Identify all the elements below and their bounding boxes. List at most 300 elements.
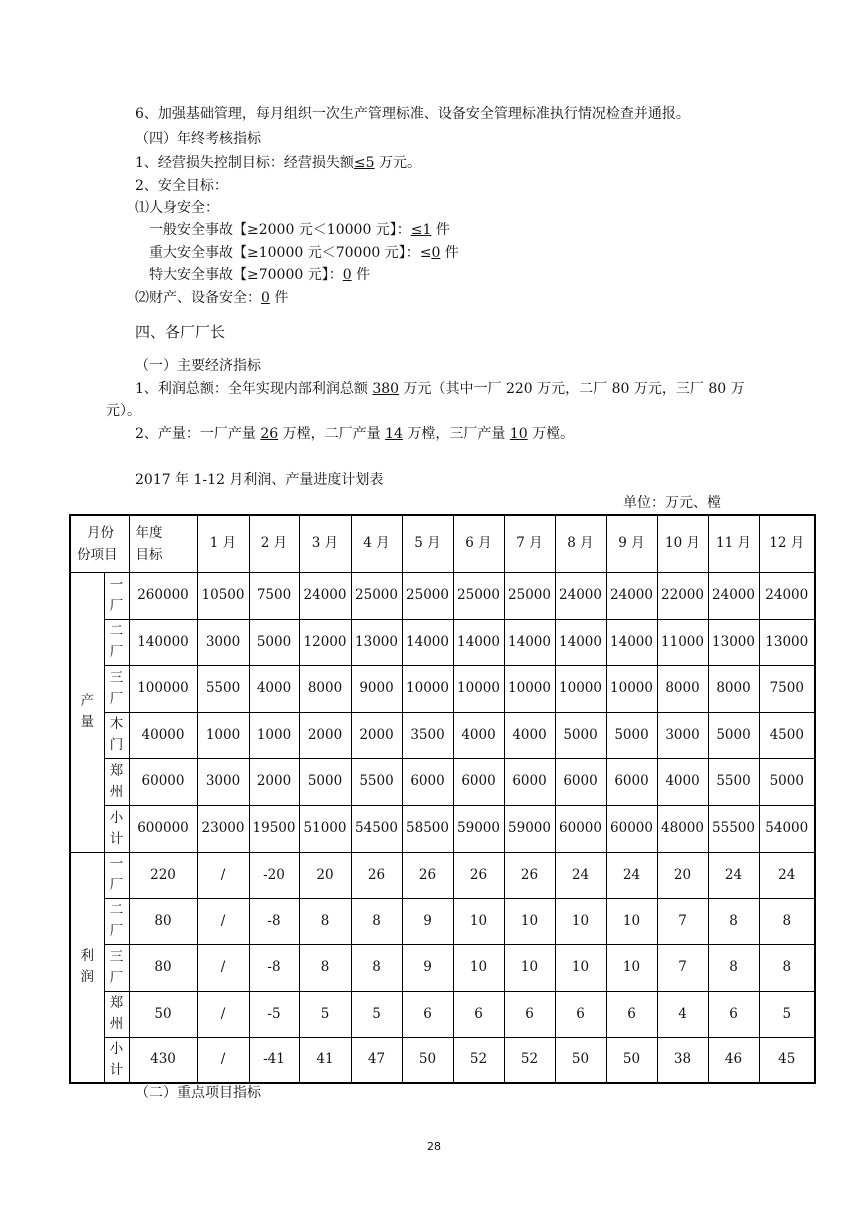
cell-value: 8000 (665, 680, 700, 696)
month-value-cell (657, 898, 708, 944)
month-value-cell (249, 619, 299, 665)
cell-value: 4000 (256, 680, 292, 696)
cell-value: 8 (782, 959, 792, 975)
unit-label: 单位：万元、樘 (623, 495, 721, 511)
row-label: 一厂 (109, 576, 124, 614)
month-value-cell (504, 898, 555, 944)
month-value-cell (759, 619, 815, 665)
cell-value: 59000 (508, 820, 551, 836)
cell-value: 2000 (256, 773, 292, 789)
underlined-value: ≤1 (410, 222, 432, 238)
month-value-cell (197, 665, 249, 712)
month-value-cell (351, 712, 402, 758)
month-value-cell (197, 852, 249, 898)
month-value-cell (402, 852, 453, 898)
month-value-cell (197, 1037, 249, 1083)
underlined-value: 14 (385, 426, 403, 442)
page-number: 28 (427, 1140, 441, 1153)
month-value-cell (351, 991, 402, 1037)
cell-value: 8000 (307, 680, 343, 696)
cell-value: 24000 (765, 587, 809, 603)
cell-value: 10 (622, 912, 641, 929)
annual-value-cell: 100000 (129, 665, 197, 712)
month-value-cell (657, 991, 708, 1037)
table-row (70, 991, 815, 1037)
month-value-cell (555, 805, 606, 852)
month-value-cell (606, 852, 657, 898)
row-label: 二厂 (109, 902, 124, 939)
month-value-cell (759, 898, 815, 944)
month-value-cell (453, 898, 504, 944)
month-header: 7 月 (504, 515, 555, 572)
cell-value: 10000 (406, 680, 449, 696)
cell-value: 10000 (508, 680, 551, 696)
cell-value: -8 (267, 959, 281, 975)
cell-value: 5000 (769, 773, 804, 789)
cell-value: 10000 (610, 680, 653, 696)
cell-value: 24 (724, 866, 743, 883)
cell-value: 8 (782, 912, 792, 929)
cell-value: 3500 (410, 726, 445, 743)
cell-value: 41 (316, 1051, 334, 1068)
cell-value: 8 (729, 959, 738, 975)
month-value-cell (708, 1037, 759, 1083)
table-row (70, 944, 815, 991)
text-line (135, 288, 288, 308)
cell-value: 5 (782, 1005, 792, 1022)
cell-value: 14000 (610, 633, 653, 650)
month-value-cell (708, 572, 759, 619)
row-label-cell (104, 991, 129, 1037)
cell-value: 5500 (716, 773, 751, 789)
month-value-cell (606, 665, 657, 712)
row-label: 三厂 (109, 669, 124, 707)
row-label-cell (104, 665, 129, 712)
month-value-cell (249, 898, 299, 944)
cell-value: 6 (474, 1005, 483, 1022)
text-line (135, 424, 574, 444)
text-line (149, 220, 450, 240)
row-label-cell (104, 619, 129, 665)
month-header: 5 月 (402, 515, 453, 572)
cell-value: 8 (372, 959, 381, 975)
text-span: 特大安全事故【≥70000 元】： (149, 267, 343, 283)
month-value-cell (197, 805, 249, 852)
text-span: 件 (351, 267, 371, 283)
month-value-cell (708, 805, 759, 852)
cell-value: 10 (469, 959, 488, 975)
month-value-cell (402, 619, 453, 665)
month-header: 1 月 (197, 515, 249, 572)
cell-value: 25000 (457, 587, 500, 603)
cell-value: / (220, 1051, 226, 1068)
cell-value: 26 (367, 866, 386, 883)
month-value-cell (555, 944, 606, 991)
month-value-cell (657, 1037, 708, 1083)
row-label: 郑州 (109, 995, 124, 1032)
annual-value-cell: 430 (129, 1037, 197, 1083)
month-value-cell (249, 991, 299, 1037)
cell-value: 24000 (610, 587, 653, 603)
cell-value: 3000 (205, 773, 241, 789)
month-value-cell (555, 665, 606, 712)
month-value-cell (453, 665, 504, 712)
month-value-cell (453, 852, 504, 898)
cell-value: 2000 (359, 726, 394, 743)
month-value-cell (657, 712, 708, 758)
annual-value-cell: 40000 (129, 712, 197, 758)
month-value-cell (708, 619, 759, 665)
month-header: 8 月 (555, 515, 606, 572)
month-value-cell (197, 619, 249, 665)
cell-value: 24 (622, 866, 641, 883)
month-value-cell (249, 712, 299, 758)
cell-value: 13000 (355, 633, 398, 650)
month-value-cell (504, 712, 555, 758)
month-value-cell (708, 665, 759, 712)
cell-value: 10 (571, 912, 590, 929)
month-value-cell (555, 572, 606, 619)
month-value-cell (249, 805, 299, 852)
underlined-value: 10 (509, 426, 528, 442)
month-value-cell (249, 944, 299, 991)
month-value-cell (197, 758, 249, 805)
text-span: 1、利润总额：全年实现内部利润总额 (135, 381, 373, 397)
month-value-cell (657, 758, 708, 805)
month-value-cell (657, 572, 708, 619)
table-row (70, 898, 815, 944)
cell-value: 26 (469, 866, 488, 883)
month-value-cell (351, 898, 402, 944)
annual-value-cell: 50 (129, 991, 197, 1037)
group-label: 产量 (80, 693, 94, 730)
table-row (70, 758, 815, 805)
cell-value: 9 (423, 959, 432, 975)
cell-value: / (220, 1005, 226, 1022)
cell-value: 10 (571, 959, 590, 975)
month-value-cell (504, 1037, 555, 1083)
month-value-cell (657, 944, 708, 991)
month-header: 6 月 (453, 515, 504, 572)
group-label-cell (70, 572, 104, 852)
table-row (70, 712, 815, 758)
month-value-cell (249, 665, 299, 712)
cell-value: 24 (571, 866, 590, 883)
cell-value: 25000 (406, 587, 449, 603)
row-label-cell (104, 805, 129, 852)
cell-value: 6 (525, 1005, 534, 1022)
text-line: ⑴人身安全： (135, 200, 219, 216)
month-value-cell (402, 572, 453, 619)
cell-value: 25000 (355, 587, 398, 603)
cell-value: 23000 (201, 820, 245, 836)
table-row (70, 1037, 815, 1083)
cell-value: 12000 (303, 633, 347, 650)
cell-value: 26 (520, 866, 539, 883)
cell-value: 4 (678, 1005, 687, 1022)
row-label-cell (104, 898, 129, 944)
cell-value: 4500 (769, 726, 804, 743)
cell-value: 13000 (712, 633, 755, 650)
month-value-cell (759, 991, 815, 1037)
cell-value: 10 (622, 959, 641, 975)
month-value-cell (299, 991, 351, 1037)
group-label-cell (70, 852, 104, 1083)
month-value-cell (657, 852, 708, 898)
row-label: 小计 (109, 809, 124, 847)
row-label: 小计 (109, 1040, 124, 1078)
month-value-cell (249, 852, 299, 898)
annual-target-header (129, 515, 197, 572)
month-value-cell (657, 665, 708, 712)
underlined-value: 380 (372, 381, 400, 397)
text-span: 1、经营损失控制目标：经营损失额 (135, 155, 354, 171)
cell-value: 5000 (563, 726, 598, 743)
cell-value: 10000 (559, 680, 602, 696)
cell-value: -20 (263, 866, 285, 883)
cell-value: 13000 (765, 633, 809, 650)
text-span: 重大安全事故【≥10000 元＜70000 元】：≤ (149, 245, 432, 261)
cell-value: 20 (673, 866, 692, 883)
month-value-cell (504, 991, 555, 1037)
cell-value: 22000 (661, 587, 704, 603)
text-span: 万元（其中一厂 220 万元，二厂 80 万元，三厂 80 万 (399, 381, 745, 397)
text-line: 元）。 (106, 403, 141, 419)
cell-value: / (220, 866, 226, 883)
text-span: 件 (440, 245, 459, 261)
cell-value: 3000 (205, 633, 241, 650)
text-span: ⑵财产、设备安全： (135, 290, 261, 306)
section-heading: （一）主要经济指标 (135, 358, 261, 374)
text-line: 2、安全目标： (135, 178, 228, 194)
section-heading: （四）年终考核指标 (135, 131, 261, 147)
month-value-cell (606, 805, 657, 852)
cell-value: 24 (778, 866, 796, 883)
month-value-cell (708, 898, 759, 944)
month-value-cell (504, 805, 555, 852)
cell-value: 9000 (359, 680, 394, 696)
cell-value: 11000 (661, 633, 704, 650)
section-heading: 四、各厂厂长 (135, 323, 226, 341)
month-value-cell (299, 898, 351, 944)
text-span: 件 (431, 222, 450, 238)
cell-value: 7 (678, 912, 687, 929)
cell-value: 48000 (661, 820, 704, 836)
text-line (149, 243, 459, 263)
cell-value: 5 (320, 1005, 330, 1022)
row-label: 二厂 (109, 623, 124, 660)
row-label: 郑州 (109, 762, 124, 800)
cell-value: 46 (724, 1051, 743, 1068)
cell-value: 50 (418, 1051, 437, 1068)
cell-value: 5 (372, 1005, 381, 1022)
text-span: 件 (269, 290, 289, 306)
cell-value: 6000 (563, 773, 598, 789)
month-value-cell (299, 665, 351, 712)
table-header-row (70, 515, 815, 572)
row-label: 木门 (109, 716, 124, 753)
row-label-cell (104, 572, 129, 619)
month-value-cell (606, 898, 657, 944)
cell-value: -8 (267, 912, 281, 929)
underlined-value: ≤5 (353, 155, 375, 171)
cell-value: 10 (469, 912, 488, 929)
month-value-cell (402, 758, 453, 805)
cell-value: 10 (520, 912, 539, 929)
month-header: 10 月 (657, 515, 708, 572)
month-value-cell (351, 665, 402, 712)
annual-value-cell: 140000 (129, 619, 197, 665)
cell-value: 5000 (716, 726, 751, 743)
cell-value: 14000 (457, 633, 500, 650)
month-value-cell (299, 944, 351, 991)
cell-value: 6 (729, 1005, 738, 1022)
month-value-cell (197, 572, 249, 619)
month-header: 12 月 (759, 515, 815, 572)
month-value-cell (555, 898, 606, 944)
cell-value: 1000 (205, 726, 241, 743)
cell-value: 5000 (307, 773, 343, 789)
month-value-cell (453, 805, 504, 852)
cell-value: 59000 (457, 820, 500, 836)
cell-value: 10000 (457, 680, 500, 696)
month-value-cell (759, 944, 815, 991)
month-value-cell (504, 619, 555, 665)
month-value-cell (606, 758, 657, 805)
cell-value: 6 (627, 1005, 636, 1022)
text-span: 2、产量：一厂产量 (135, 426, 261, 442)
cell-value: 38 (673, 1051, 692, 1068)
cell-value: 6000 (410, 773, 445, 789)
row-label-cell (104, 944, 129, 991)
month-value-cell (197, 991, 249, 1037)
cell-value: 24000 (559, 587, 602, 603)
cell-value: 54000 (765, 820, 809, 836)
month-header: 9 月 (606, 515, 657, 572)
month-value-cell (708, 991, 759, 1037)
cell-value: 6000 (614, 773, 649, 789)
month-value-cell (299, 1037, 351, 1083)
cell-value: / (220, 912, 226, 929)
cell-value: 3000 (665, 726, 700, 743)
cell-value: 10 (520, 959, 539, 975)
month-header: 2 月 (249, 515, 299, 572)
cell-value: 52 (469, 1051, 488, 1068)
table-row (70, 665, 815, 712)
cell-value: 14000 (559, 633, 602, 650)
month-value-cell (606, 1037, 657, 1083)
cell-value: 4000 (461, 726, 496, 743)
cell-value: 7 (678, 959, 687, 975)
month-value-cell (606, 712, 657, 758)
month-value-cell (402, 898, 453, 944)
cell-value: 5000 (614, 726, 649, 743)
month-value-cell (708, 712, 759, 758)
month-value-cell (402, 665, 453, 712)
cell-value: 8 (729, 912, 738, 929)
corner-header-cell (70, 515, 129, 572)
cell-value: 6 (423, 1005, 432, 1022)
cell-value: 6000 (461, 773, 496, 789)
month-value-cell (299, 805, 351, 852)
cell-value: 8 (372, 912, 381, 929)
cell-value: 60000 (610, 820, 653, 836)
table-row (70, 572, 815, 619)
cell-value: 9 (423, 912, 432, 929)
month-value-cell (606, 944, 657, 991)
month-value-cell (708, 944, 759, 991)
cell-value: 8 (320, 912, 330, 929)
cell-value: 7500 (769, 680, 804, 696)
cell-value: 19500 (252, 820, 296, 836)
annual-value-cell: 80 (129, 944, 197, 991)
cell-value: 20 (316, 866, 334, 883)
month-value-cell (351, 852, 402, 898)
table-row (70, 619, 815, 665)
month-value-cell (299, 619, 351, 665)
underlined-value: 26 (260, 426, 279, 442)
annual-target-label: 年度目标 (135, 524, 163, 563)
month-value-cell (606, 572, 657, 619)
month-header: 11 月 (708, 515, 759, 572)
month-header: 4 月 (351, 515, 402, 572)
underlined-value: 0 (342, 267, 352, 283)
month-value-cell (555, 758, 606, 805)
corner-bottom-label: 份项目 (77, 546, 118, 563)
text-span: 一般安全事故【≥2000 元＜10000 元】： (149, 222, 411, 238)
cell-value: 50 (622, 1051, 641, 1068)
cell-value: 60000 (559, 820, 602, 836)
month-value-cell (299, 852, 351, 898)
cell-value: 50 (571, 1051, 590, 1068)
month-value-cell (197, 712, 249, 758)
month-value-cell (453, 572, 504, 619)
month-value-cell (657, 619, 708, 665)
cell-value: 26 (418, 866, 437, 883)
month-value-cell (555, 1037, 606, 1083)
month-value-cell (708, 852, 759, 898)
month-value-cell (402, 712, 453, 758)
cell-value: 58500 (406, 820, 449, 836)
month-value-cell (504, 758, 555, 805)
month-value-cell (402, 1037, 453, 1083)
text-span: 万樘，二厂产量 (278, 426, 386, 442)
table-row (70, 852, 815, 898)
cell-value: 47 (367, 1051, 386, 1068)
corner-top-label: 月份 (87, 524, 114, 541)
month-value-cell (708, 758, 759, 805)
cell-value: 25000 (508, 587, 551, 603)
month-value-cell (453, 991, 504, 1037)
month-value-cell (759, 852, 815, 898)
month-value-cell (351, 1037, 402, 1083)
cell-value: 24000 (303, 587, 347, 603)
month-value-cell (555, 619, 606, 665)
cell-value: 10500 (201, 587, 245, 603)
cell-value: 5500 (359, 773, 394, 789)
month-value-cell (351, 805, 402, 852)
text-span: 万樘，三厂产量 (402, 426, 510, 442)
annual-value-cell: 60000 (129, 758, 197, 805)
annual-value-cell: 260000 (129, 572, 197, 619)
group-label: 利润 (80, 948, 94, 986)
month-value-cell (299, 712, 351, 758)
month-header: 3 月 (299, 515, 351, 572)
cell-value: 24000 (712, 587, 755, 603)
row-label-cell (104, 1037, 129, 1083)
month-value-cell (504, 665, 555, 712)
cell-value: 4000 (512, 726, 547, 743)
